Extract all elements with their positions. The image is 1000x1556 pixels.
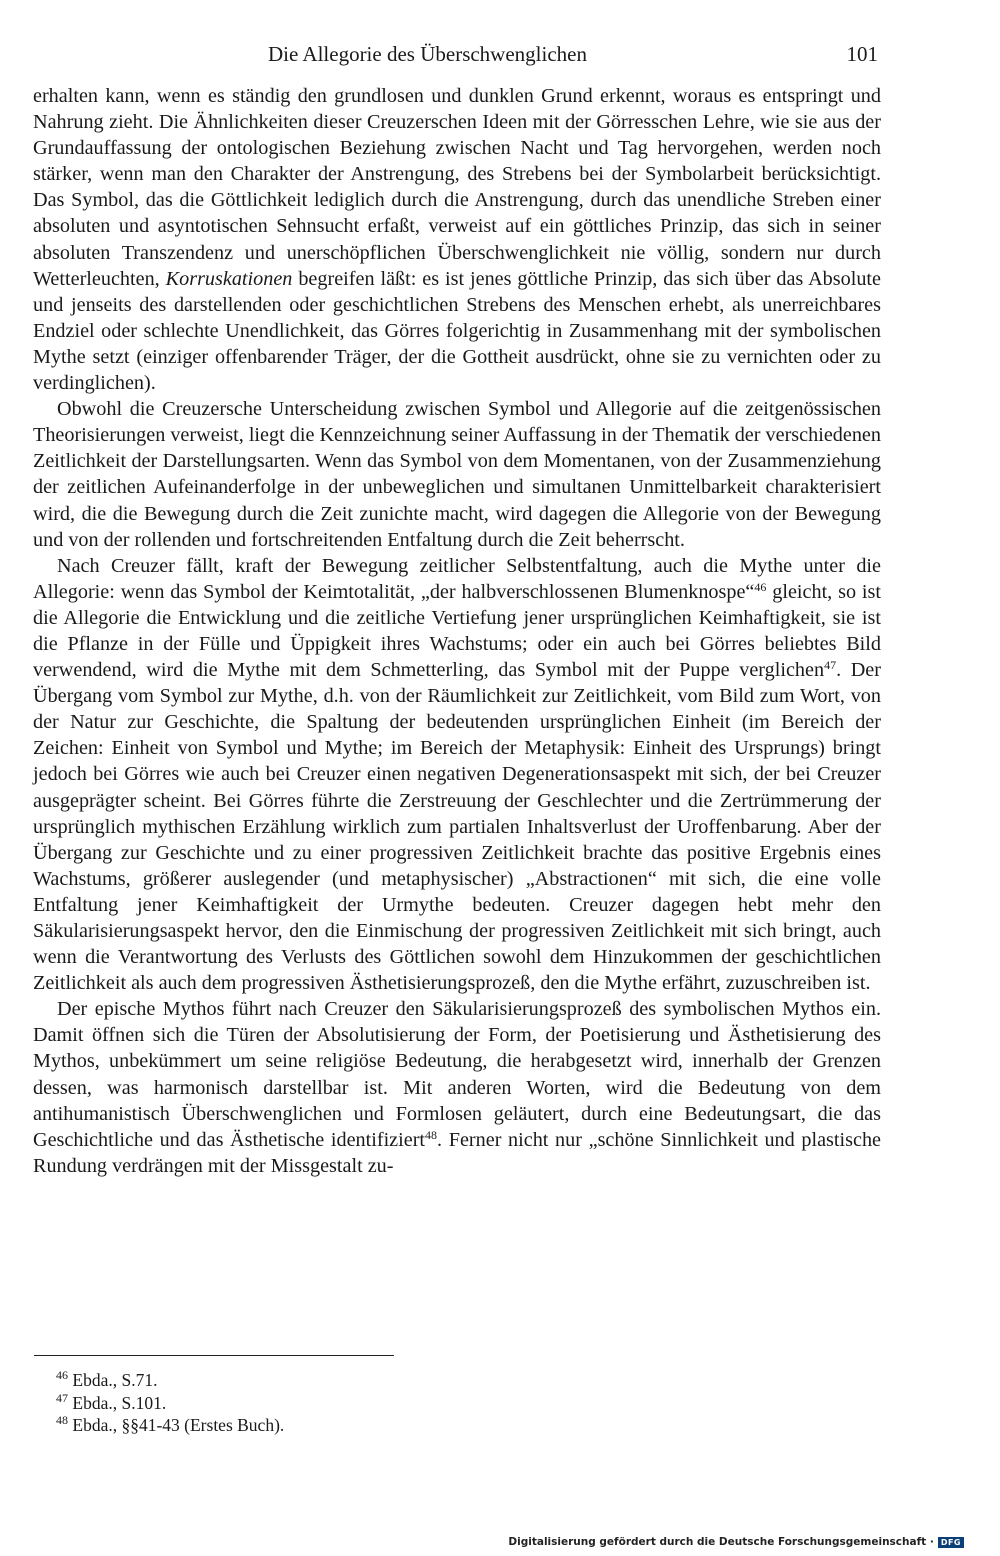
text-segment: erhalten kann, wenn es ständig den grundlosen und dunklen Grund erkennt, woraus es entspringt und Nahrung zieht. Die Ähnlichkeiten dieser Creuzerschen Ideen mit der Görresschen Lehre, wie sie aus der Grundauffassung der ontologischen Beziehung zwischen Nacht und Tag hervorgehen, werden noch stärker, wenn man den Charakter der Anstrengung, des Strebens bei der Symbolarbeit berücksichtigt. Das Symbol, das die Göttlichkeit lediglich durch die Anstrengung, durch das unendliche Streben einer absoluten und asyntotischen Sehnsucht erfaßt, verweist auf ein göttliches Prinzip, das sich in seiner absoluten Transzendenz und unerschöpflichen Überschwenglichkeit nie völlig, sondern nur durch Wetterleuchten, xyxy=(33,85,881,290)
footnote-ref: 46 xyxy=(754,579,767,594)
footnote xyxy=(56,1414,284,1437)
footnote-number: 48 xyxy=(56,1412,68,1427)
italic-term: Korruskationen xyxy=(165,267,293,290)
paragraph xyxy=(33,553,881,997)
footnote-number: 47 xyxy=(56,1390,68,1405)
footnote xyxy=(56,1392,284,1415)
text-segment: Obwohl die Creuzersche Unterscheidung zwischen Symbol und Allegorie auf die zeitgenössischen Theorisierungen verweist, liegt die Kennzeichnung seiner Auffassung in der Thematik der verschiedenen Zeitlichkeit der Darstellungsarten. Wenn das Symbol von dem Momentanen, von der Zusammenziehung der zeitlichen Aufeinanderfolge in der unbeweglichen und simultanen Unmittelbarkeit charakterisiert wird, die die Bewegung durch die Zeit zunichte macht, wird dagegen die Allegorie von der Bewegung und von der rollenden und fortschreitenden Entfaltung durch die Zeit beherrscht. xyxy=(33,398,881,551)
footnote-text: Ebda., S.71. xyxy=(68,1370,158,1390)
footnote-text: Ebda., §§41-43 (Erstes Buch). xyxy=(68,1415,285,1435)
body-text xyxy=(33,83,881,1179)
paragraph xyxy=(33,996,881,1179)
footnote-rule xyxy=(34,1355,394,1356)
text-segment: begreifen läßt: es ist jenes göttliche Prinzip, das sich über das Absolute und jenseits des darstellenden oder geschichtlichen Strebens des Menschen erhebt, als unerreichbares Endziel oder schlechte Unendlichkeit, das Görres folgerichtig in Zusammenhang mit der symbolischen Mythe setzt (einziger offenbarender Träger, der die Gottheit ausdrückt, ohne sie zu vernichten oder zu verdinglichen). xyxy=(33,267,881,395)
digitization-credit xyxy=(508,1536,964,1548)
page-number: 101 xyxy=(846,42,878,66)
footnote-ref: 47 xyxy=(824,657,837,672)
paragraph xyxy=(33,396,881,553)
dfg-logo: DFG xyxy=(938,1537,964,1548)
footnote-text: Ebda., S.101. xyxy=(68,1392,167,1413)
footnote xyxy=(56,1369,284,1392)
text-segment: . Ferner nicht nur „schöne Sinnlichkeit und plastische Rundung verdrängen mit der Missgestalt zu- xyxy=(33,1128,881,1177)
text-segment: gleicht, so ist die Allegorie die Entwicklung und die zeitliche Vertiefung jener ursprünglichen Keimhaftigkeit, sie ist die Pflanze in der Fülle und Üppigkeit ihres Wachstums; oder ein auch bei Görres beliebtes Bild verwendend, wird die Mythe mit dem Schmetterling, das Symbol mit der Puppe verglichen xyxy=(33,580,881,682)
text-segment: . Der Übergang vom Symbol zur Mythe, d.h. von der Räumlichkeit zur Zeitlichkeit, vom Bild zum Wort, von der Natur zur Geschichte, die Spaltung der bedeutenden ursprünglichen Einheit (im Bereich der Zeichen: Einheit von Symbol und Mythe; im Bereich der Metaphysik: Einheit des Ursprungs) bringt jedoch bei Görres wie auch bei Creuzer einen negativen Degenerationsaspekt mit sich, der bei Creuzer ausgeprägter scheint. Bei Görres führte die Zerstreuung der Geschlechter und die Zertrümmerung der ursprünglich mythischen Erzählung wirklich zum partialen Inhaltsverlust der Uroffenbarung. Aber der Übergang zur Geschichte und zu einer progressiven Zeitlichkeit brachte das positive Ergebnis eines Wachstums, größerer auslegender (und metaphysischer) „Abstractionen“ mit sich, die eine volle Entfaltung jener Keimhaftigkeit der Urmythe bedeuten. Creuzer dagegen hebt mehr den Säkularisierungsaspekt hervor, den die Einmischung der progressiven Zeitlichkeit mit sich bringt, auch wenn die Verantwortung des Verlusts des Göttlichen sowohl dem Hinzukommen der geschichtlichen Zeitlichkeit als auch dem progressiven Ästhetisierungsprozeß, den die Mythe erfährt, zuzuschreiben ist. xyxy=(33,659,881,995)
footnotes xyxy=(56,1369,284,1437)
footnote-number: 46 xyxy=(56,1367,68,1382)
text-segment: Der epische Mythos führt nach Creuzer den Säkularisierungsprozeß des symbolischen Mythos ein. Damit öffnen sich die Türen der Absolutisierung der Form, der Poetisierung und Ästhetisierung des Mythos, unbekümmert um seine religiöse Bedeutung, die herabgesetzt wird, innerhalb der Grenzen dessen, was harmonisch darstellbar ist. Mit anderen Worten, wird die Bedeutung von dem antihumanistisch Überschwenglichen und Formlosen geläutert, durch eine Bedeutungsart, die das Geschichtliche und das Ästhetische identifiziert xyxy=(33,998,881,1151)
credit-text: Digitalisierung gefördert durch die Deutsche Forschungsgemeinschaft · xyxy=(508,1536,934,1548)
text-segment: Nach Creuzer fällt, kraft der Bewegung zeitlicher Selbstentfaltung, auch die Mythe unter die Allegorie: wenn das Symbol der Keimtotalität, „der halbverschlossenen Blumenknospe“ xyxy=(33,554,881,603)
running-head-title: Die Allegorie des Überschwenglichen xyxy=(268,42,587,66)
footnote-ref: 48 xyxy=(425,1127,438,1142)
paragraph xyxy=(33,83,881,396)
